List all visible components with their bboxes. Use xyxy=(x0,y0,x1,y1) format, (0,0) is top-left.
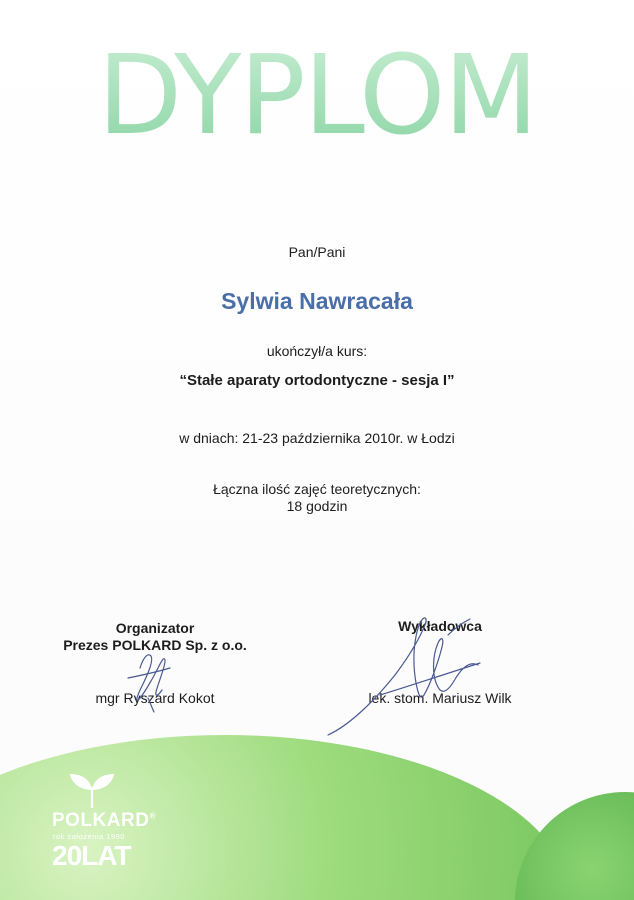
logo-anniversary-text: 20LAT xyxy=(52,840,131,871)
theory-hours-value: 18 godzin xyxy=(286,498,348,514)
logo-brand-text xyxy=(52,810,156,832)
organizer-name: mgr Ryszard Kokot xyxy=(95,690,215,706)
recipient-name: Sylwia Nawracała xyxy=(221,288,413,314)
lecturer-role: Wykładowca xyxy=(398,618,482,634)
logo-brand-name: POLKARD xyxy=(52,810,150,831)
organizer-signature xyxy=(118,638,188,718)
course-dates: w dniach: 21-23 października 2010r. w Łodzi xyxy=(179,430,455,446)
polkard-logo xyxy=(52,770,156,895)
diploma-title: DYPLOM xyxy=(0,40,634,150)
logo-founded-text: rok założenia 1990 xyxy=(53,832,125,841)
theory-hours-label: Łączna ilość zajęć teoretycznych: xyxy=(213,481,421,497)
course-title: “Stałe aparaty ortodontyczne - sesja I” xyxy=(179,372,455,389)
completed-course-label: ukończył/a kurs: xyxy=(266,343,368,359)
corner-green-shape-right xyxy=(515,792,634,900)
organizer-role: Organizator xyxy=(115,620,195,636)
salutation: Pan/Pani xyxy=(288,244,346,260)
registered-mark: ® xyxy=(149,811,156,821)
lecturer-name: lek. stom. Mariusz Wilk xyxy=(368,690,512,706)
organizer-company: Prezes POLKARD Sp. z o.o. xyxy=(63,637,247,653)
sprout-leaf-icon xyxy=(68,770,116,808)
lecturer-signature xyxy=(320,605,490,745)
